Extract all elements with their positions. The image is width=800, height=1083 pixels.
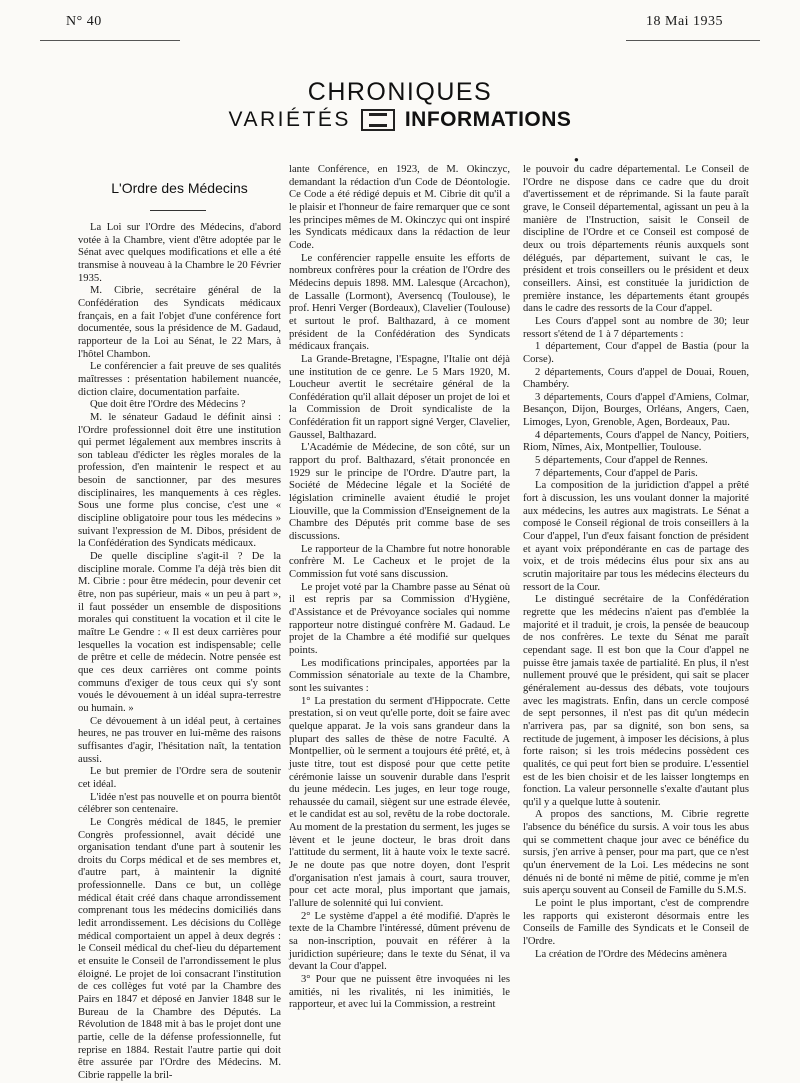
issue-number: N° 40 [66,14,102,29]
paragraph: Le but premier de l'Ordre sera de soutenir cet idéal. [78,766,281,790]
paragraph: La Grande-Bretagne, l'Espagne, l'Italie ont déjà une institution de ce genre. Le 5 Mars 1920, M. Loucheur avertit le secrétaire général de la Confédération qu'il allait déposer un projet de loi et la Commission de Droit syndicaliste de la Confédération fit un rapport signé Verger, Clavelier, Gaussel, Balthazard. [289,353,510,441]
paragraph: Le point le plus important, c'est de comprendre les rapports qui existeront désormais entre les Conseils de Famille des Syndicats et le Conseil de l'Ordre. [523,898,749,948]
column-3 [523,164,749,1024]
column-2 [289,164,510,1011]
column-1 [78,222,281,1081]
paragraph: 5 départements, Cour d'appel de Rennes. [535,455,708,467]
paragraph: Le rapporteur de la Chambre fut notre honorable confrère M. Le Cacheux et le projet de la Commission fut voté sans discussion. [289,543,510,580]
top-rule-left [40,40,180,41]
paragraph: 1° La prestation du serment d'Hippocrate. Cette prestation, si on veut qu'elle porte, doit se faire avec quelque apparat. Je la vois sans grandeur dans la plupart des salles de thèse de notre Faculté. A Montpellier, où le serment a toujours été prêté, et, à juste titre, tout est disposé pour que cette petite cérémonie laisse un souvenir durable dans l'esprit du jeune médecin. Les juges, en leur toge rouge, rehaussée du camail, siègent sur une estrade élevée, et le candidat est au sol, revêtu de la robe doctorale. Au moment de la prestation du serment, les juges se lèvent et le jeune docteur, le bras droit dans l'attitude du serment, lit à haute voix le texte sacré. Je ne doute pas que notre doyen, dont l'esprit d'organisation n'est jamais à court, saura trouver, pour cet acte moral, plus important que jamais, l'allure de solennité qui lui convient. [289,695,510,910]
ampersand-emblem-icon [361,109,395,131]
paragraph: le pouvoir du cadre départemental. Le Conseil de l'Ordre ne dispose dans ce cadre que du droit d'avertissement et de réprimande. Si la faute paraît grave, le Conseil départemental, agissant un peu à la manière de l'Instruction, saisit le Conseil de discipline de l'Ordre et ce Conseil est composé de deux ou trois départements réunis auxquels sont délégués, par département, suivant le cas, le président et trois conseillers ou le président et deux conseillers. Ainsi, est constituée la juridiction de première instance, les départements étant groupés dans le cadre des ressorts de la Cour d'appel. [523,164,749,315]
paragraph: M. le sénateur Gadaud le définit ainsi : l'Ordre professionnel doit être une institution qui permet légalement aux membres inscrits à son tableau d'édicter les règles morales de la profession, d'en maintenir le respect et au besoin de sanctionner, par des mesures disciplinaires, les manquements à ces règles. Sous une forme plus concise, c'est une « discipline obligatoire pour tous les médecins » suivant l'expression de M. Dibos, président de la Confédération des Syndicats médicaux. [78,411,281,550]
paragraph: L'idée n'est pas nouvelle et on pourra bientôt célébrer son centenaire. [78,791,281,816]
paragraph: Le Congrès médical de 1845, le premier Congrès professionnel, avait décidé une organisation tendant d'une part à soutenir les droits du Corps médical et de ses membres et, d'autre part, à maintenir la dignité professionnelle. Dans ce but, un collège médical était créé dans chaque arrondissement comprenant tous les médecins domiciliés dans ledit arrondissement. Les décisions du Collège médical comportaient un appel à deux degrés : le Conseil médical du chef-lieu du département et ensuite le Conseil de l'arrondissement le plus éloigné. Le projet de loi consacrant l'institution de ces collèges fut voté par la Chambre des Pairs en 1847 et déposé en Janvier 1848 sur le Bureau de la Chambre des Députés. La Révolution de 1848 mit à bas le projet dont une partie, celle de la défense professionnelle, fut reprise en 1884. Restait l'autre partie qui doit être assurée par l'Ordre des Médecins. M. Cibrie rappelle la bril- [78,816,281,1081]
top-rule-right [626,40,760,41]
bullet-ornament-icon: ● [574,155,579,164]
paragraph: Les Cours d'appel sont au nombre de 30; leur ressort s'étend de 1 à 7 départements : [523,315,749,340]
paragraph: La composition de la juridiction d'appel a prêté fort à discussion, les uns voulant donner la majorité aux médecins, les autres aux magistrats. Le Sénat a composé le Conseil régional de trois conseillers à la Cour d'appel, l'un d'eux faisant fonction de président et ayant voix prépondérante en cas de partage des voix, et de trois médecins élus pour six ans au scrutin majoritaire par tous les médecins électeurs du ressort de la Cour. [523,480,749,593]
masthead-right-word: INFORMATIONS [404,108,572,131]
paragraph: 4 départements, Cours d'appel de Nancy, Poitiers, Riom, Nîmes, Aix, Montpellier, Toulouse. [523,429,749,454]
paragraph: A propos des sanctions, M. Cibrie regrette l'absence du bénéfice du sursis. A voir tous les abus qui se commettent chaque jour avec ce bénéfice du sursis, j'en arrive à penser, pour ma part, que ce n'est qu'un énervement de la Loi. Les médecins ne sont dénués ni de bonté ni même de pitié, comme je m'en suis aperçu souvent au Conseil de Famille du S.M.S. [523,809,749,897]
title-underline [150,210,206,211]
paragraph: Que doit être l'Ordre des Médecins ? [90,399,246,411]
paragraph: Le conférencier a fait preuve de ses qualités maîtresses : présentation habilement nuancée, diction claire, documentation parfaite. [78,361,281,398]
paragraph: Le projet voté par la Chambre passe au Sénat où il est repris par sa Commission d'Hygiène, d'Assistance et de Prévoyance sociales qui nomme rapporteur notre distingué confrère M. Gadaud. Le projet de la Chambre a été modifié sur quelques points. [289,581,510,656]
paragraph: La Loi sur l'Ordre des Médecins, d'abord votée à la Chambre, vient d'être adoptée par le Sénat avec quelques modifications et elle a été transmise à nouveau à la Chambre le 20 Février 1935. [78,222,281,284]
paragraph: 7 départements, Cour d'appel de Paris. [535,467,698,479]
paragraph: L'Académie de Médecine, de son côté, sur un rapport du prof. Balthazard, s'était prononcée en 1929 sur le principe de l'Ordre. D'autre part, la Société de Médecine légale et la Société de législation criminelle avaient étudié le projet Liouville, que la Commission d'Enseignement de la Chambre des Députés prit comme base de ses discussions. [289,442,510,543]
paragraph: 1 département, Cour d'appel de Bastia (pour la Corse). [523,341,749,365]
article-title: L'Ordre des Médecins [111,180,248,196]
paragraph: Les modifications principales, apportées par la Commission sénatoriale au texte de la Chambre, sont les suivantes : [289,657,510,694]
masthead-subtitle [0,108,800,132]
paragraph: 3 départements, Cours d'appel d'Amiens, Colmar, Besançon, Dijon, Bourges, Orléans, Angers, Caen, Limoges, Lyon, Grenoble, Agen, Bordeaux, Pau. [523,391,749,429]
masthead-title: CHRONIQUES [307,78,493,106]
masthead-left-word: VARIÉTÉS [228,108,351,131]
paragraph: La création de l'Ordre des Médecins amènera [535,948,727,960]
paragraph: Le distingué secrétaire de la Confédération regrette que les médecins n'aient pas d'emblée la majorité et il traduit, je crois, la pensée de beaucoup de nos confrères. Le texte du Sénat me paraît cependant sage. Il est bon que la Cour d'appel ne puisse être jamais taxée de partialité. En plus, il n'est nullement prouvé que le président, qui sait se placer généralement au-dessus des débats, vote toujours avec les magistrats. Enfin, dans un cercle composé de sept personnes, il n'est pas dit qu'un médecin n'arrivera pas, par sa dignité, son bon sens, sa rectitude de jugement, à imposer les décisions, à plus forte raison; si les trois médecins possèdent ces qualités, ce qui peut fort bien se produire. L'essentiel est de les bien choisir et de les laisser longtemps en fonction. La valeur personnelle s'exalte d'autant plus qu'il y a quelque lutte à soutenir. [523,594,749,808]
paragraph: Le conférencier rappelle ensuite les efforts de nombreux confrères pour la création de l'Ordre des Médecins depuis 1898. MM. Lalesque (Arcachon), de Lassalle (Lormont), Aversencq (Toulouse), le prof. Henri Verger (Bordeaux), Clavelier (Toulouse) et surtout le prof. Balthazard, à ce moment président de la Confédération des Syndicats médicaux français. [289,252,510,353]
paragraph: 2 départements, Cours d'appel de Douai, Rouen, Chambéry. [523,366,749,391]
paragraph: Ce dévouement à un idéal peut, à certaines heures, ne pas trouver en lui-même des raisons suffisantes d'agir, l'hésitation naît, la tentation aussi. [78,715,281,765]
paragraph: lante Conférence, en 1923, de M. Okinczyc, demandant la rédaction d'un Code de Déontologie. Ce Code a été rédigé depuis et M. Cibrie dit qu'il a le plaisir et l'honneur de faire remarquer que ce sont les principes mêmes de M. Okinczyc qui ont inspiré les Syndicats médicaux dans la rédaction de leur Code. [289,164,510,251]
issue-date: 18 Mai 1935 [646,14,724,29]
paragraph: M. Cibrie, secrétaire général de la Confédération des Syndicats médicaux français, en a fait l'objet d'une conférence fort documentée, sous la présidence de M. Gadaud, rapporteur de la Loi au Sénat, le 22 Mars, à l'hôtel Chambon. [78,285,281,360]
paragraph: De quelle discipline s'agit-il ? De la discipline morale. Comme l'a déjà très bien dit M. Cibrie : pour être médecin, pour devenir cet être, non pas supérieur, mais « un peu à part », il faut posséder un ensemble de dispositions morales qui constituent la vocation et il cite le maître Le Gendre : « Il est deux carrières pour lesquelles la vocation est indispensable; celle de prêtre et celle de médecin. Notre pensée est que ces deux carrières ont comme points communs d'exiger de tous ceux qui s'y sont voués le dévouement à un idéal supra-terrestre ou humain. » [78,551,281,714]
paragraph: 2° Le système d'appel a été modifié. D'après le texte de la Chambre l'intéressé, dûment prévenu de sa non-inscription, pouvait en référer à la juridiction supérieure; dans le texte du Sénat, il va devant la Cour d'appel. [289,910,510,973]
paragraph: 3° Pour que ne puissent être invoquées ni les amitiés, ni les rivalités, ni les inimitiés, le rapporteur, et avec lui la Commission, a restreint [289,974,510,1011]
